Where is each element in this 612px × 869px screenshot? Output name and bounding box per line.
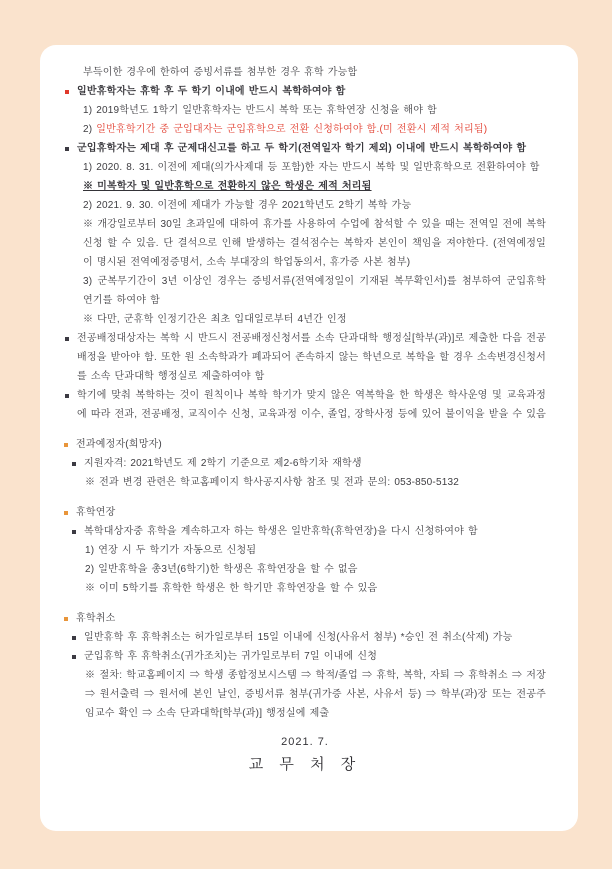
doc-line-text: 부득이한 경우에 한하여 증빙서류를 첨부한 경우 휴학 가능함 (83, 67, 358, 78)
doc-line (64, 522, 546, 541)
doc-line (64, 329, 546, 386)
doc-line-text: 군입휴학자는 제대 후 군제대신고를 하고 두 학기(전역일자 학기 제외) 이내에 반드시 복학하여야 함 (77, 143, 527, 154)
doc-line-text: 지원자격: 2021학년도 제 2학기 기준으로 제2-6학기차 재학생 (84, 458, 362, 469)
doc-line (64, 628, 546, 647)
doc-line (64, 196, 546, 215)
section-gap (64, 598, 546, 609)
section-header (64, 503, 546, 522)
square-bullet-icon (64, 443, 68, 447)
doc-line (64, 541, 546, 560)
doc-line (64, 666, 546, 723)
doc-line-text: 2) 2021. 9. 30. 이전에 제대가 가능할 경우 2021학년도 2학기 복학 가능 (83, 200, 412, 211)
doc-line-text: ※ 절차: 학교홈페이지 ⇒ 학생 종합정보시스템 ⇒ 학적/졸업 ⇒ 휴학, 복학, 자퇴 ⇒ 휴학취소 ⇒ 저장 ⇒ 원서출력 ⇒ 원서에 본인 날인, 증빙서류 첨부(귀가증 사본, 사유서 등) ⇒ 학부(과)장 또는 전공주임교수 확인 ⇒ 소속 단과대학[학부(과)] 행정실에 제출 (85, 670, 546, 719)
doc-line-text: 휴학연장 (76, 507, 116, 518)
doc-line-text: 1) 2019학년도 1학기 일반휴학자는 반드시 복학 또는 휴학연장 신청을 해야 함 (83, 105, 437, 116)
square-bullet-icon (64, 617, 68, 621)
doc-line-text: ※ 다만, 군휴학 인정기간은 최초 입대일로부터 4년간 인정 (83, 314, 347, 325)
doc-line-text: ※ 개강일로부터 30일 초과일에 대하여 휴가를 사용하여 수업에 참석할 수 있을 때는 전역일 전에 복학신청 할 수 있음. 단 결석으로 인해 발생하는 결석점수는 복학자 본인이 책임을 져야한다. (전역예정일이 명시된 전역예정증명서, 소속 부대장의 학업동의서, 휴가증 사본 첨부) (83, 219, 546, 268)
doc-line-prefix: 2) (83, 124, 97, 135)
doc-line (64, 101, 546, 120)
doc-line (64, 158, 546, 177)
document-body (64, 63, 546, 723)
section-gap (64, 492, 546, 503)
document-signature: 교 무 처 장 (248, 756, 362, 773)
doc-line-text: 일반휴학자는 휴학 후 두 학기 이내에 반드시 복학하여야 함 (77, 86, 346, 97)
doc-line (64, 82, 546, 101)
square-bullet-icon (64, 511, 68, 515)
doc-line-text: 일반휴학기간 중 군입대자는 군입휴학으로 전환 신청하여야 함.(미 전환시 제적 처리됨) (96, 124, 488, 135)
doc-line-text: 2) 일반휴학을 총3년(6학기)한 학생은 휴학연장을 할 수 없음 (85, 564, 358, 575)
doc-line (64, 272, 546, 310)
section-header (64, 435, 546, 454)
doc-line (64, 386, 546, 424)
doc-line-text: 3) 군복무기간이 3년 이상인 경우는 증빙서류(전역예정일이 기재된 복무확인서)를 첨부하여 군입휴학 연기를 하여야 함 (83, 276, 546, 306)
doc-line-text: 군입휴학 후 휴학취소(귀가조치)는 귀가일로부터 7일 이내에 신청 (84, 651, 378, 662)
doc-line (64, 177, 546, 196)
doc-line (64, 473, 546, 492)
doc-line-text: 1) 2020. 8. 31. 이전에 제대(의가사제대 등 포함)한 자는 반드시 복학 및 일반휴학으로 전환하여야 함 (83, 162, 540, 173)
square-bullet-icon (72, 530, 76, 534)
square-bullet-icon (65, 90, 69, 94)
doc-line (64, 63, 546, 82)
section-gap (64, 424, 546, 435)
doc-line (64, 560, 546, 579)
doc-line-text: ※ 이미 5학기를 휴학한 학생은 한 학기만 휴학연장을 할 수 있음 (85, 583, 378, 594)
square-bullet-icon (65, 337, 69, 341)
section-header (64, 609, 546, 628)
doc-line-text: 학기에 맞춰 복학하는 것이 원칙이나 복학 학기가 맞지 않은 역복학을 한 학생은 학사운영 및 교육과정에 따라 전과, 전공배정, 교직이수 신청, 교육과정 이수, 졸업, 장학사정 등에 있어 불이익을 받을 수 있음 (77, 390, 546, 420)
doc-line (64, 310, 546, 329)
square-bullet-icon (72, 636, 76, 640)
square-bullet-icon (65, 147, 69, 151)
square-bullet-icon (65, 394, 69, 398)
document-date: 2021. 7. (281, 736, 329, 748)
doc-line-text: ※ 전과 변경 관련은 학교홈페이지 학사공지사항 참조 및 전과 문의: 053-850-5132 (85, 477, 459, 488)
square-bullet-icon (72, 462, 76, 466)
square-bullet-icon (72, 655, 76, 659)
doc-line-text: 1) 연장 시 두 학기가 자동으로 신청됨 (85, 545, 257, 556)
doc-line-text: 전과예정자(희망자) (76, 439, 162, 450)
doc-line (64, 579, 546, 598)
doc-line (64, 215, 546, 272)
doc-line (64, 647, 546, 666)
doc-line (64, 139, 546, 158)
doc-line-text: 전공배정대상자는 복학 시 반드시 전공배정신청서를 소속 단과대학 행정실[학부(과)]로 제출한 다음 전공배정을 받아야 함. 또한 원 소속학과가 폐과되어 존속하지 않는 학년으로 복학을 할 경우 소속변경신청서를 소속 단과대학 행정실로 제출하여야 함 (77, 333, 546, 382)
doc-line-text: ※ 미복학자 및 일반휴학으로 전환하지 않은 학생은 제적 처리됨 (83, 181, 372, 192)
doc-line-text: 일반휴학 후 휴학취소는 허가일로부터 15일 이내에 신청(사유서 첨부) *승인 전 취소(삭제) 가능 (84, 632, 513, 643)
doc-line (64, 454, 546, 473)
document-page (40, 45, 578, 831)
doc-line-text: 휴학취소 (76, 613, 116, 624)
doc-line-text: 복학대상자중 휴학을 계속하고자 하는 학생은 일반휴학(휴학연장)을 다시 신청하여야 함 (84, 526, 478, 537)
doc-line (64, 120, 546, 139)
